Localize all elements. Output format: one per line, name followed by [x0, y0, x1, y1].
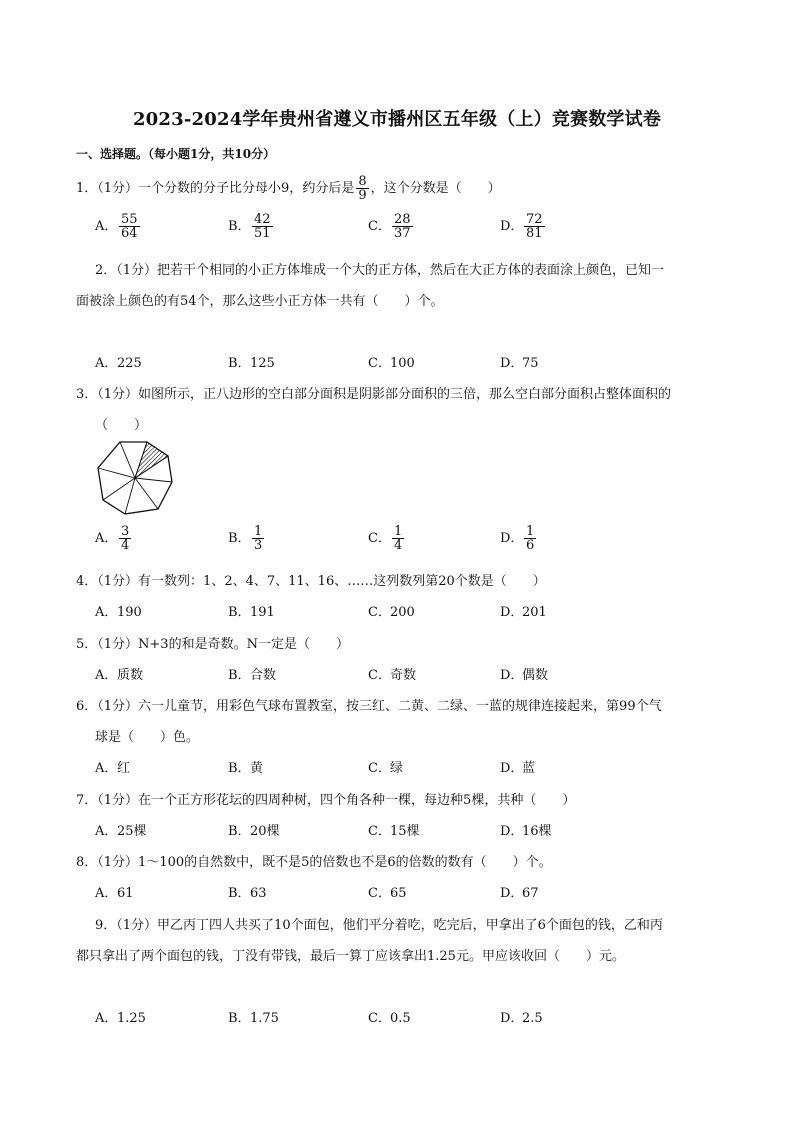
option-text: 25棵	[117, 824, 147, 839]
q5-option-a[interactable]	[95, 664, 143, 683]
option-text: 100	[390, 356, 415, 371]
fraction-numerator: 72	[526, 212, 543, 227]
option-label: C．	[368, 356, 391, 371]
option-label: A．	[95, 531, 118, 546]
q1-option-d[interactable]	[500, 213, 547, 240]
q2-option-b[interactable]	[228, 352, 275, 371]
question-2-line-2: 面被涂上颜色的有54个，那么这些小正方体一共有（ ）个。	[76, 294, 444, 309]
option-label: B．	[228, 219, 251, 234]
option-text: 蓝	[522, 761, 536, 776]
option-fraction	[119, 213, 140, 240]
option-fraction	[392, 213, 413, 240]
option-label: D．	[500, 668, 524, 683]
option-label: A．	[95, 668, 118, 683]
option-label: B．	[228, 356, 251, 371]
question-6-line-1: 6．（1分）六一儿童节，用彩色气球布置教室，按三红、二黄、二绿、一蓝的规律连接起来，第99个气	[76, 699, 662, 714]
question-1	[76, 175, 501, 202]
question-1-fraction	[356, 175, 368, 202]
option-label: C．	[368, 605, 391, 620]
fraction-numerator: 42	[254, 212, 271, 227]
section-heading	[76, 145, 275, 162]
q8-option-d[interactable]	[500, 882, 539, 901]
option-text: 2.5	[522, 1011, 543, 1026]
shaded-sector	[135, 442, 168, 478]
fraction-numerator: 8	[358, 174, 367, 189]
q4-option-d[interactable]	[500, 601, 547, 620]
option-fraction	[524, 525, 536, 552]
option-fraction	[119, 525, 131, 552]
q9-option-b[interactable]	[228, 1007, 279, 1026]
option-label: C．	[368, 531, 391, 546]
q4-option-b[interactable]	[228, 601, 275, 620]
option-label: C．	[368, 219, 391, 234]
question-5: 5．（1分）N+3的和是奇数。N一定是（ ）	[76, 637, 349, 652]
option-label: B．	[228, 531, 251, 546]
option-label: C．	[368, 668, 391, 683]
option-label: A．	[95, 761, 118, 776]
q6-option-c[interactable]	[368, 757, 403, 776]
question-3-line-1: 3．（1分）如图所示，正八边形的空白部分面积是阴影部分面积的三倍，那么空白部分面积占整体面积的	[76, 387, 672, 402]
q8-option-c[interactable]	[368, 882, 407, 901]
fraction-denominator: 64	[121, 226, 138, 241]
fraction-denominator: 51	[254, 226, 271, 241]
q6-option-b[interactable]	[228, 757, 263, 776]
q2-option-c[interactable]	[368, 352, 415, 371]
option-label: B．	[228, 761, 251, 776]
q7-option-c[interactable]	[368, 820, 420, 839]
question-8: 8．（1分）1～100的自然数中，既不是5的倍数也不是6的倍数的数有（ ）个。	[76, 855, 552, 870]
q5-option-b[interactable]	[228, 664, 276, 683]
q3-option-a[interactable]	[95, 525, 133, 552]
question-9-line-1: 9．（1分）甲乙丙丁四人共买了10个面包，他们平分着吃，吃完后，甲拿出了6个面包的钱，乙和丙	[95, 918, 663, 933]
octagon-figure	[95, 438, 175, 518]
option-text: 125	[250, 356, 275, 371]
option-label: A．	[95, 824, 118, 839]
option-text: 红	[117, 761, 131, 776]
fraction-denominator: 4	[121, 538, 130, 553]
q9-option-a[interactable]	[95, 1007, 146, 1026]
q1-option-c[interactable]	[368, 213, 415, 240]
option-text: 16棵	[522, 824, 552, 839]
option-label: B．	[228, 668, 251, 683]
q1-option-b[interactable]	[228, 213, 275, 240]
option-label: A．	[95, 219, 118, 234]
option-label: B．	[228, 605, 251, 620]
option-fraction	[392, 525, 404, 552]
option-label: D．	[500, 761, 524, 776]
fraction-numerator: 1	[254, 524, 263, 539]
option-text: 0.5	[390, 1011, 411, 1026]
option-text: 奇数	[390, 668, 417, 683]
fraction-denominator: 6	[526, 538, 535, 553]
option-text: 61	[117, 886, 134, 901]
option-label: C．	[368, 761, 391, 776]
question-7: 7．（1分）在一个正方形花坛的四周种树，四个角各种一棵，每边种5棵，共种（ ）	[76, 793, 576, 808]
q7-option-a[interactable]	[95, 820, 147, 839]
option-label: B．	[228, 886, 251, 901]
option-label: C．	[368, 824, 391, 839]
option-label: D．	[500, 824, 524, 839]
option-text: 201	[522, 605, 547, 620]
option-label: D．	[500, 219, 524, 234]
fraction-numerator: 28	[394, 212, 411, 227]
fraction-numerator: 55	[121, 212, 138, 227]
q4-option-c[interactable]	[368, 601, 415, 620]
option-text: 67	[522, 886, 539, 901]
option-text: 合数	[250, 668, 277, 683]
fraction-denominator: 4	[394, 538, 403, 553]
option-text: 绿	[390, 761, 404, 776]
q9-option-d[interactable]	[500, 1007, 543, 1026]
option-label: B．	[228, 1011, 251, 1026]
q5-option-c[interactable]	[368, 664, 416, 683]
option-text: 20棵	[250, 824, 280, 839]
q8-option-a[interactable]	[95, 882, 134, 901]
option-label: C．	[368, 886, 391, 901]
section-note: （每小题1分，共10分）	[148, 147, 276, 161]
option-label: D．	[500, 531, 524, 546]
option-label: B．	[228, 824, 251, 839]
option-text: 63	[250, 886, 267, 901]
question-1-text: 1．（1分）一个分数的分子比分母小9，约分后是	[76, 181, 355, 196]
option-label: A．	[95, 886, 118, 901]
q2-option-d[interactable]	[500, 352, 539, 371]
section-title: 一、选择题。	[76, 147, 149, 161]
option-text: 191	[250, 605, 275, 620]
question-1-text-end: ，这个分数是（ ）	[370, 181, 501, 196]
question-2-line-1: 2．（1分）把若干个相同的小正方体堆成一个大的正方体，然后在大正方体的表面涂上颜色，已知一	[95, 263, 665, 278]
option-label: D．	[500, 605, 524, 620]
fraction-denominator: 3	[254, 538, 263, 553]
q1-option-a[interactable]	[95, 213, 142, 240]
question-9-line-2: 都只拿出了两个面包的钱，丁没有带钱，最后一算丁应该拿出1.25元。甲应该收回（ ）元。	[76, 949, 625, 964]
option-text: 65	[390, 886, 407, 901]
option-text: 1.25	[117, 1011, 146, 1026]
fraction-denominator: 37	[394, 226, 411, 241]
fraction-numerator: 3	[121, 524, 130, 539]
question-3-line-2: （ ）	[95, 418, 148, 433]
question-6-line-2: 球是（ ）色。	[95, 730, 200, 745]
option-label: D．	[500, 356, 524, 371]
q4-option-a[interactable]	[95, 601, 142, 620]
option-text: 15棵	[390, 824, 420, 839]
q3-option-b[interactable]	[228, 525, 266, 552]
option-label: A．	[95, 356, 118, 371]
fraction-denominator: 81	[526, 226, 543, 241]
q3-option-d[interactable]	[500, 525, 538, 552]
option-fraction	[252, 213, 273, 240]
fraction-denominator: 9	[358, 188, 367, 203]
q7-option-b[interactable]	[228, 820, 280, 839]
option-text: 1.75	[250, 1011, 279, 1026]
q6-option-a[interactable]	[95, 757, 130, 776]
option-label: C．	[368, 1011, 391, 1026]
option-text: 190	[117, 605, 142, 620]
q5-option-d[interactable]	[500, 664, 548, 683]
option-fraction	[524, 213, 545, 240]
q9-option-c[interactable]	[368, 1007, 411, 1026]
option-text: 质数	[117, 668, 144, 683]
q6-option-d[interactable]	[500, 757, 535, 776]
option-text: 75	[522, 356, 539, 371]
q2-option-a[interactable]	[95, 352, 142, 371]
option-text: 黄	[250, 761, 264, 776]
option-label: A．	[95, 1011, 118, 1026]
exam-title: 2023-2024学年贵州省遵义市播州区五年级（上）竞赛数学试卷	[132, 109, 662, 130]
option-label: A．	[95, 605, 118, 620]
q8-option-b[interactable]	[228, 882, 267, 901]
q3-option-c[interactable]	[368, 525, 406, 552]
q7-option-d[interactable]	[500, 820, 552, 839]
option-label: D．	[500, 1011, 524, 1026]
question-4: 4．（1分）有一数列：1、2、4、7、11、16、……这列数列第20个数是（ ）	[76, 574, 546, 589]
option-text: 225	[117, 356, 142, 371]
option-text: 偶数	[522, 668, 549, 683]
option-text: 200	[390, 605, 415, 620]
fraction-numerator: 1	[394, 524, 403, 539]
option-fraction	[252, 525, 264, 552]
fraction-numerator: 1	[526, 524, 535, 539]
option-label: D．	[500, 886, 524, 901]
